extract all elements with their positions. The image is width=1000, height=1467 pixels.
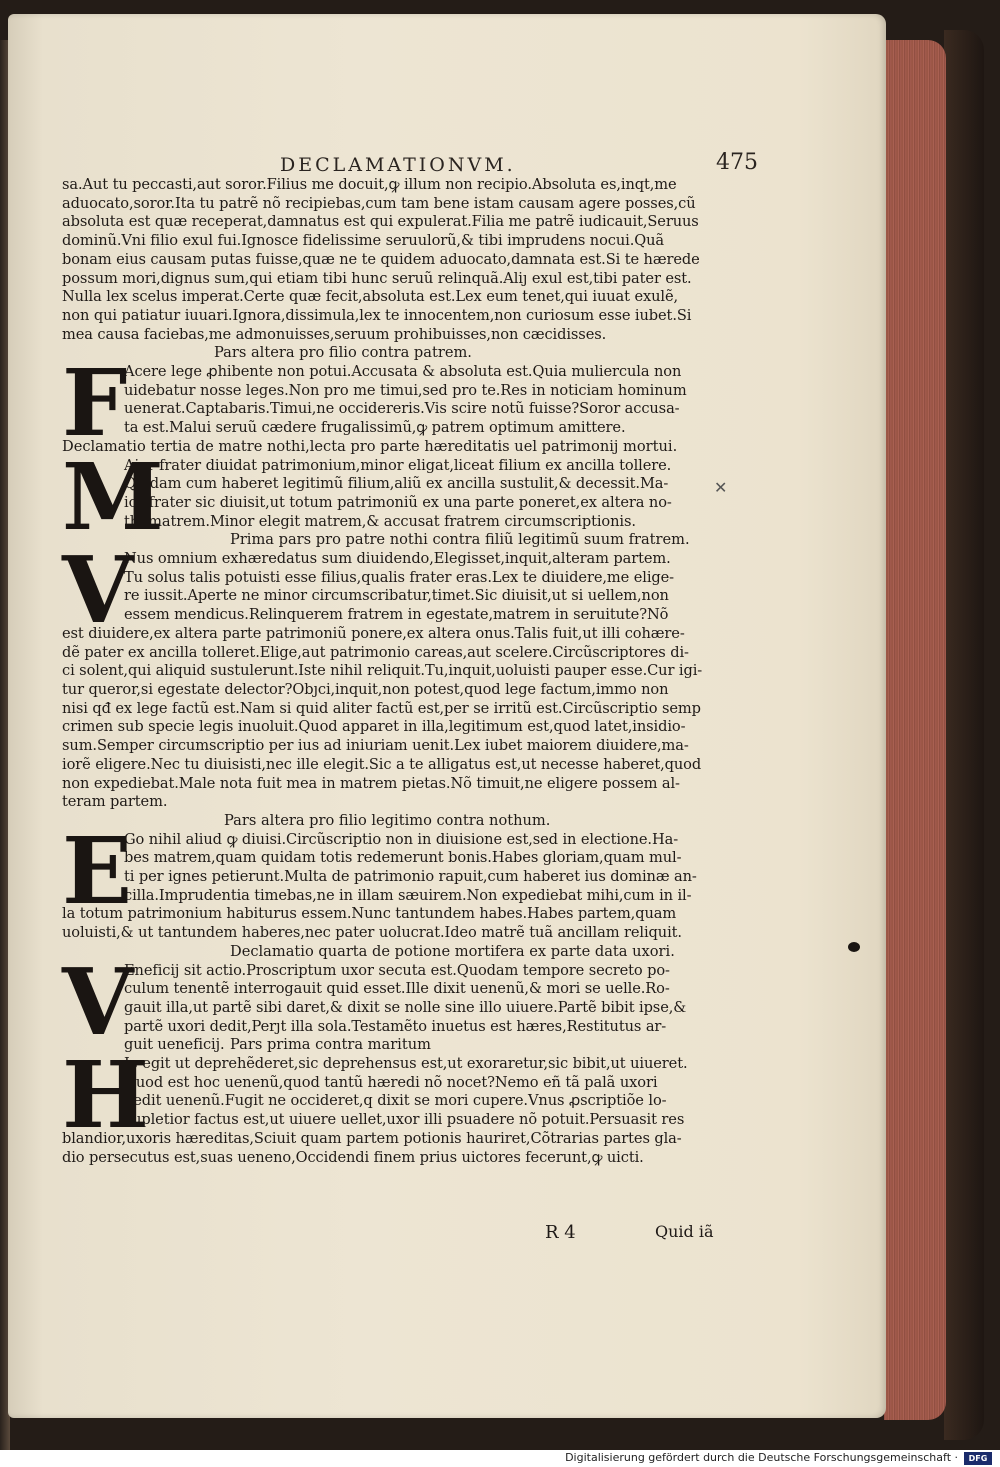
text-line: crimen sub specie legis inuoluit.Quod apparet in illa,legitimum est,quod latet,insidio- xyxy=(62,718,686,736)
page-number: 475 xyxy=(716,150,758,175)
text-line: guit ueneficij. xyxy=(124,1036,225,1054)
text-line: dedit uenenũ.Fugit ne occideret,q dixit se mori cupere.Vnus ꝓscriptiõe lo- xyxy=(124,1092,667,1110)
running-head: DECLAMATIONVM. xyxy=(280,154,516,176)
text-line: nisi qđ ex lege factũ est.Nam si quid aliter factũ est,per se irritũ est.Circũscriptio semp xyxy=(62,699,701,717)
section-opening xyxy=(62,176,722,344)
text-line: est diuidere,ex altera parte patrimoniũ ponere,ex altera onus.Talis fuit,ut illi cohære- xyxy=(62,624,685,642)
text-line: Aior frater diuidat patrimonium,minor eligat,liceat filium ex ancilla tollere. xyxy=(124,456,672,474)
text-line: cilla.Imprudentia timebas,ne in illam sæuirem.Non expediebat mihi,cum in il- xyxy=(124,886,692,904)
text-line: absoluta est quæ receperat,damnatus est qui expulerat.Filia me patrẽ iudicauit,Seruus xyxy=(62,213,699,231)
credit-text: Digitalisierung gefördert durch die Deutsche Forschungsgemeinschaft · xyxy=(565,1451,958,1464)
section-heading: Declamatio tertia de matre nothi,lecta pro parte hæreditatis uel patrimonij mortui. xyxy=(62,437,678,455)
text-line: la totum patrimonium habiturus essem.Nunc tantundem habes.Habes partem,quam xyxy=(62,905,677,923)
drop-initial: H xyxy=(62,1041,149,1150)
text-block xyxy=(62,176,722,1167)
text-line: essem mendicus.Relinquerem fratrem in egestate,matrem in seruitute?Nõ xyxy=(124,606,669,624)
text-line: culum tenentẽ interrogauit quid esset.Ille dixit uenenũ,& mori se uelle.Ro- xyxy=(124,980,670,998)
text-line: dio persecutus est,suas ueneno,Occidendi finem prius uictores fecerunt,ꝙ uicti. xyxy=(62,1148,644,1166)
text-line: ta est.Malui seruũ cædere frugalissimũ,ꝙ patrem optimum amittere. xyxy=(124,419,626,437)
text-line: bes matrem,quam quidam totis redemerunt bonis.Habes gloriam,quam mul- xyxy=(124,849,682,867)
page-fore-edge xyxy=(884,40,946,1420)
dfg-logo-icon: DFG xyxy=(964,1452,992,1465)
signature-mark: R 4 xyxy=(545,1222,576,1243)
text-line: Nulla lex scelus imperat.Certe quæ fecit,absoluta est.Lex eum tenet,qui iuuat exulẽ, xyxy=(62,288,679,306)
credit-bar xyxy=(0,1450,1000,1467)
text-line: dẽ pater ex ancilla tolleret.Elige,aut patrimonio careas,aut scelere.Circũscriptores di- xyxy=(62,643,689,661)
ink-blot xyxy=(848,942,860,952)
text-line: uidebatur nosse leges.Non pro me timui,sed pro te.Res in noticiam hominum xyxy=(124,381,687,399)
text-line: teram partem. xyxy=(62,793,168,811)
text-line: possum mori,dignus sum,qui etiam tibi hunc seruũ relinquã.Aliȷ exul est,tibi pater est. xyxy=(62,269,692,287)
book-spine-edge xyxy=(944,30,984,1440)
text-line: partẽ uxori dedit,Perȷt illa sola.Testamẽto inuetus est hæres,Restitutus ar- xyxy=(124,1017,667,1035)
text-line: Acere lege ꝓhibente non potui.Accusata & absoluta est.Quia muliercula non xyxy=(124,363,682,381)
text-line: mea causa faciebas,me admonuisses,seruum prohibuisses,non cæcidisses. xyxy=(62,325,607,343)
text-line: aduocato,soror.Ita tu patrẽ nõ recipiebas,cum tam bene istam causam agere posses,cũ xyxy=(62,194,696,212)
catchword: Quid iã xyxy=(655,1222,714,1241)
text-line: cupletior factus est,ut uiuere uellet,uxor illi psuadere nõ potuit.Persuasit res xyxy=(124,1111,685,1129)
text-line: dominũ.Vni filio exul fui.Ignosce fidelissime seruulorũ,& tibi imprudens nocui.Quã xyxy=(62,232,665,250)
section-heading: Pars prima contra maritum xyxy=(230,1036,431,1054)
text-line: Ic egit ut deprehẽderet,sic deprehensus est,ut exoraretur,sic bibit,ut uiueret. xyxy=(124,1055,688,1073)
text-line: thi matrem.Minor elegit matrem,& accusat fratrem circumscriptionis. xyxy=(124,512,636,530)
text-line: Quod est hoc uenenũ,quod tantũ hæredi nõ nocet?Nemo eñ tã palã uxori xyxy=(124,1073,658,1091)
text-line: uenerat.Captabaris.Timui,ne occidereris.Vis scire notũ fuisse?Soror accusa- xyxy=(124,400,680,418)
text-line: uoluisti,& ut tantundem haberes,nec pater uolucrat.Ideo matrẽ tuã ancillam reliquit. xyxy=(62,924,682,942)
drop-initial: F xyxy=(62,349,128,458)
drop-initial: V xyxy=(62,947,134,1056)
text-line: Eneficij sit actio.Proscriptum uxor secuta est.Quodam tempore secreto po- xyxy=(124,961,670,979)
section-heading: Prima pars pro patre nothi contra filiũ legitimũ suum fratrem. xyxy=(230,531,690,549)
drop-initial: M xyxy=(62,442,164,551)
text-line: sum.Semper circumscriptio per ius ad iniuriam uenit.Lex iubet maiorem diuidere,ma- xyxy=(62,737,689,755)
text-line: ti per ignes petierunt.Multa de patrimonio rapuit,cum haberet ius dominæ an- xyxy=(124,868,697,886)
text-line: non qui patiatur iuuari.Ignora,dissimula,lex te innocentem,non curiosum esse iubet.Si xyxy=(62,306,692,324)
text-line: Tu solus talis potuisti esse filius,qualis frater eras.Lex te diuidere,me elige- xyxy=(124,568,674,586)
text-line: gauit illa,ut partẽ sibi daret,& dixit se nolle sine illo uiuere.Partẽ bibit ipse,& xyxy=(124,998,687,1016)
text-line: ior frater sic diuisit,ut totum patrimoniũ ex una parte poneret,ex altera no- xyxy=(124,493,672,511)
text-line: Nus omnium exhæredatus sum diuidendo,Elegisset,inquit,alteram partem. xyxy=(124,550,671,568)
text-line: Go nihil aliud ꝙ diuisi.Circũscriptio non in diuisione est,sed in electione.Ha- xyxy=(124,830,679,848)
section-heading: Pars altera pro filio contra patrem. xyxy=(214,344,472,362)
text-line: iorẽ eligere.Nec tu diuisisti,nec ille elegit.Sic a te alligatus est,ut necesse haberet,quod xyxy=(62,755,702,773)
text-line: bonam eius causam putas fuisse,quæ ne te quidem aduocato,damnata est.Si te hærede xyxy=(62,250,700,268)
marginal-cross-mark: ✕ xyxy=(714,478,728,497)
text-line: ci solent,qui aliquid sustulerunt.Iste nihil reliquit.Tu,inquit,uoluisti pauper esse.Cur igi- xyxy=(62,662,703,680)
text-line: Quidam cum haberet legitimũ filium,aliũ ex ancilla sustulit,& decessit.Ma- xyxy=(124,475,669,493)
section-heading: Pars altera pro filio legitimo contra nothum. xyxy=(224,811,551,829)
text-line: tur queror,si egestate delector?Obȷci,inquit,non potest,quod lege factum,immo non xyxy=(62,680,669,698)
section-heading: Declamatio quarta de potione mortifera ex parte data uxori. xyxy=(230,942,675,960)
text-line: non expediebat.Male nota fuit mea in matrem pietas.Nõ timuit,ne eligere possem al- xyxy=(62,774,680,792)
text-line: sa.Aut tu peccasti,aut soror.Filius me docuit,ꝙ illum non recipio.Absoluta es,inqt,me xyxy=(62,176,677,193)
text-line: re iussit.Aperte ne minor circumscribatur,timet.Sic diuisit,ut si uellem,non xyxy=(124,587,669,605)
text-line: blandior,uxoris hæreditas,Sciuit quam partem potionis hauriret,Cõtrarias partes gla- xyxy=(62,1129,682,1147)
drop-initial: E xyxy=(62,816,133,925)
drop-initial: V xyxy=(62,536,134,645)
page-footer xyxy=(545,1222,755,1246)
